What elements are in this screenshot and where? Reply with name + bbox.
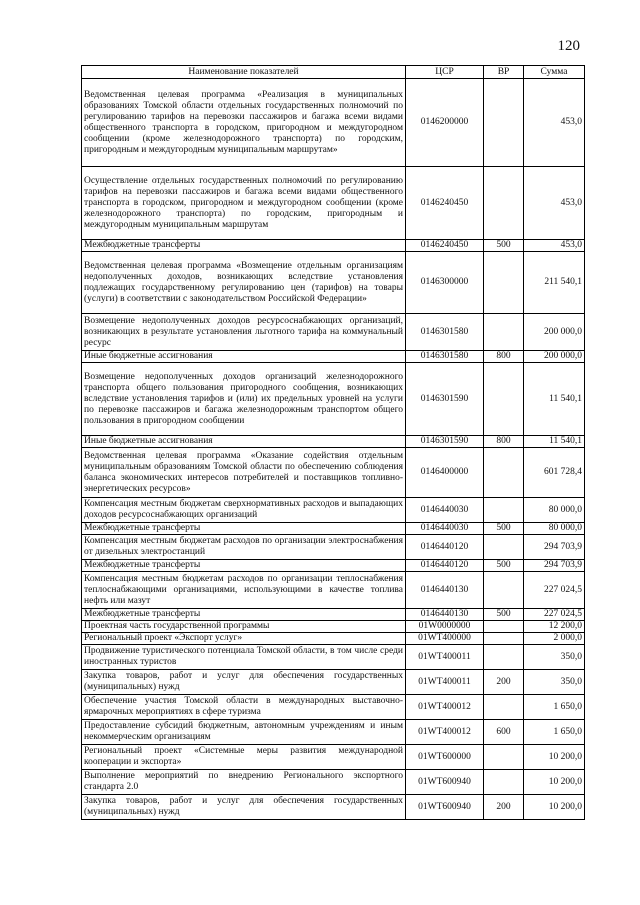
row-name-cell: Компенсация местным бюджетам расходов по организации электроснабжения от дизельных электростанций bbox=[82, 535, 406, 560]
row-sum-cell: 294 703,9 bbox=[524, 560, 585, 572]
table-row bbox=[82, 351, 585, 363]
table-row bbox=[82, 572, 585, 609]
table-row bbox=[82, 535, 585, 560]
row-vr-cell: 200 bbox=[484, 670, 524, 695]
table-row bbox=[82, 720, 585, 745]
row-vr-cell bbox=[484, 770, 524, 795]
row-name-cell: Закупка товаров, работ и услуг для обеспечения государственных (муниципальных) нужд bbox=[82, 795, 406, 820]
header-name: Наименование показателей bbox=[82, 66, 406, 79]
row-sum-cell: 10 200,0 bbox=[524, 770, 585, 795]
row-name-cell: Возмещение недополученных доходов ресурсоснабжающих организаций, возникающих в результате установления льготного тарифа на коммунальный ресурс bbox=[82, 314, 406, 351]
row-vr-cell bbox=[484, 745, 524, 770]
header-csr: ЦСР bbox=[406, 66, 484, 79]
row-name-cell: Межбюджетные трансферты bbox=[82, 560, 406, 572]
row-vr-cell bbox=[484, 645, 524, 670]
row-sum-cell: 294 703,9 bbox=[524, 535, 585, 560]
row-vr-cell bbox=[484, 572, 524, 609]
table-body bbox=[82, 79, 585, 820]
row-name-cell: Региональный проект «Экспорт услуг» bbox=[82, 633, 406, 645]
row-csr-cell: 01WT400011 bbox=[406, 670, 484, 695]
row-csr-cell: 01WT600000 bbox=[406, 745, 484, 770]
row-csr-cell: 01WT400012 bbox=[406, 720, 484, 745]
table-row bbox=[82, 240, 585, 252]
row-sum-cell: 80 000,0 bbox=[524, 523, 585, 535]
row-csr-cell: 01W0000000 bbox=[406, 621, 484, 633]
row-sum-cell: 350,0 bbox=[524, 645, 585, 670]
row-vr-cell: 800 bbox=[484, 436, 524, 448]
table-row bbox=[82, 560, 585, 572]
row-sum-cell: 227 024,5 bbox=[524, 609, 585, 621]
table-row bbox=[82, 167, 585, 240]
row-csr-cell: 0146440030 bbox=[406, 498, 484, 523]
row-csr-cell: 0146440030 bbox=[406, 523, 484, 535]
row-vr-cell: 500 bbox=[484, 240, 524, 252]
row-csr-cell: 01WT400012 bbox=[406, 695, 484, 720]
row-csr-cell: 0146301580 bbox=[406, 314, 484, 351]
row-name-cell: Межбюджетные трансферты bbox=[82, 523, 406, 535]
table-row bbox=[82, 523, 585, 535]
row-name-cell: Компенсация местным бюджетам сверхнормативных расходов и выпадающих доходов ресурсоснабжающих организаций bbox=[82, 498, 406, 523]
row-csr-cell: 0146240450 bbox=[406, 240, 484, 252]
row-sum-cell: 453,0 bbox=[524, 79, 585, 167]
header-sum: Сумма bbox=[524, 66, 585, 79]
row-name-cell: Иные бюджетные ассигнования bbox=[82, 351, 406, 363]
row-vr-cell: 500 bbox=[484, 523, 524, 535]
row-name-cell: Осуществление отдельных государственных полномочий по регулированию тарифов на перевозки пассажиров и багажа всеми видами общественного транспорта в городском, пригородном и междугородном сообщении (кроме железнодорожного транспорта) по городским, пригородным и междугородным муниципальным маршрутам bbox=[82, 167, 406, 240]
budget-table bbox=[81, 65, 585, 820]
row-csr-cell: 0146240450 bbox=[406, 167, 484, 240]
row-name-cell: Обеспечение участия Томской области в международных выставочно-ярмарочных мероприятиях в сфере туризма bbox=[82, 695, 406, 720]
header-vr: ВР bbox=[484, 66, 524, 79]
row-vr-cell: 800 bbox=[484, 351, 524, 363]
table-row bbox=[82, 670, 585, 695]
row-csr-cell: 01WT600940 bbox=[406, 795, 484, 820]
row-vr-cell bbox=[484, 79, 524, 167]
row-sum-cell: 2 000,0 bbox=[524, 633, 585, 645]
row-vr-cell bbox=[484, 314, 524, 351]
row-vr-cell bbox=[484, 621, 524, 633]
row-vr-cell bbox=[484, 363, 524, 436]
row-csr-cell: 0146440120 bbox=[406, 535, 484, 560]
table-row bbox=[82, 609, 585, 621]
row-csr-cell: 0146300000 bbox=[406, 252, 484, 314]
row-csr-cell: 01WT400000 bbox=[406, 633, 484, 645]
row-csr-cell: 0146440130 bbox=[406, 572, 484, 609]
row-name-cell: Иные бюджетные ассигнования bbox=[82, 436, 406, 448]
row-csr-cell: 0146400000 bbox=[406, 448, 484, 498]
row-vr-cell bbox=[484, 252, 524, 314]
table-row bbox=[82, 621, 585, 633]
row-name-cell: Ведомственная целевая программа «Реализация в муниципальных образованиях Томской области отдельных государственных полномочий по регулированию тарифов на перевозки пассажиров и багажа всеми видами общественного транспорта в городском, пригородном и междугородном сообщении (кроме железнодорожного транспорта) по городским, пригородным и междугородным муниципальным маршрутам» bbox=[82, 79, 406, 167]
row-name-cell: Компенсация местным бюджетам расходов по организации теплоснабжения теплоснабжающими организациями, использующими в качестве топлива нефть или мазут bbox=[82, 572, 406, 609]
row-sum-cell: 12 200,0 bbox=[524, 621, 585, 633]
table-row bbox=[82, 436, 585, 448]
row-vr-cell bbox=[484, 498, 524, 523]
row-name-cell: Ведомственная целевая программа «Оказание содействия отдельным муниципальным образованиям Томской области по обеспечению соблюдения баланса экономических интересов потребителей и поставщиков топливно-энергетических ресурсов» bbox=[82, 448, 406, 498]
row-sum-cell: 1 650,0 bbox=[524, 720, 585, 745]
table-row bbox=[82, 498, 585, 523]
row-sum-cell: 211 540,1 bbox=[524, 252, 585, 314]
row-name-cell: Предоставление субсидий бюджетным, автономным учреждениям и иным некоммерческим организациям bbox=[82, 720, 406, 745]
row-csr-cell: 0146200000 bbox=[406, 79, 484, 167]
row-name-cell: Выполнение мероприятий по внедрению Регионального экспортного стандарта 2.0 bbox=[82, 770, 406, 795]
row-vr-cell: 500 bbox=[484, 609, 524, 621]
table-header-row bbox=[82, 66, 585, 79]
row-csr-cell: 01WT600940 bbox=[406, 770, 484, 795]
row-sum-cell: 227 024,5 bbox=[524, 572, 585, 609]
table-row bbox=[82, 745, 585, 770]
row-name-cell: Межбюджетные трансферты bbox=[82, 609, 406, 621]
table-row bbox=[82, 363, 585, 436]
row-sum-cell: 453,0 bbox=[524, 240, 585, 252]
row-vr-cell bbox=[484, 167, 524, 240]
row-csr-cell: 0146301590 bbox=[406, 363, 484, 436]
row-sum-cell: 350,0 bbox=[524, 670, 585, 695]
row-name-cell: Проектная часть государственной программы bbox=[82, 621, 406, 633]
row-csr-cell: 0146301580 bbox=[406, 351, 484, 363]
row-vr-cell bbox=[484, 535, 524, 560]
table-row bbox=[82, 770, 585, 795]
table-row bbox=[82, 314, 585, 351]
row-csr-cell: 0146440120 bbox=[406, 560, 484, 572]
row-vr-cell: 600 bbox=[484, 720, 524, 745]
row-sum-cell: 11 540,1 bbox=[524, 363, 585, 436]
row-sum-cell: 10 200,0 bbox=[524, 745, 585, 770]
row-sum-cell: 1 650,0 bbox=[524, 695, 585, 720]
table-row bbox=[82, 695, 585, 720]
row-csr-cell: 01WT400011 bbox=[406, 645, 484, 670]
row-sum-cell: 453,0 bbox=[524, 167, 585, 240]
row-csr-cell: 0146301590 bbox=[406, 436, 484, 448]
page-number: 120 bbox=[557, 38, 580, 54]
table-row bbox=[82, 79, 585, 167]
table-row bbox=[82, 252, 585, 314]
row-vr-cell bbox=[484, 448, 524, 498]
row-sum-cell: 200 000,0 bbox=[524, 314, 585, 351]
row-vr-cell bbox=[484, 695, 524, 720]
row-name-cell: Закупка товаров, работ и услуг для обеспечения государственных (муниципальных) нужд bbox=[82, 670, 406, 695]
row-vr-cell: 500 bbox=[484, 560, 524, 572]
row-csr-cell: 0146440130 bbox=[406, 609, 484, 621]
row-name-cell: Продвижение туристического потенциала Томской области, в том числе среди иностранных туристов bbox=[82, 645, 406, 670]
row-sum-cell: 11 540,1 bbox=[524, 436, 585, 448]
table-row bbox=[82, 448, 585, 498]
row-name-cell: Возмещение недополученных доходов организаций железнодорожного транспорта общего пользования пригородного сообщения, возникающих вследствие установления тарифов и (или) их предельных уровней на услуги по перевозке пассажиров и багажа железнодорожным транспортом общего пользования в пригородном сообщении bbox=[82, 363, 406, 436]
table-row bbox=[82, 645, 585, 670]
row-name-cell: Межбюджетные трансферты bbox=[82, 240, 406, 252]
row-sum-cell: 601 728,4 bbox=[524, 448, 585, 498]
table-row bbox=[82, 633, 585, 645]
row-sum-cell: 200 000,0 bbox=[524, 351, 585, 363]
row-vr-cell bbox=[484, 633, 524, 645]
row-sum-cell: 10 200,0 bbox=[524, 795, 585, 820]
table-row bbox=[82, 795, 585, 820]
row-name-cell: Ведомственная целевая программа «Возмещение отдельным организациям недополученных доходов, возникающих вследствие установления подлежащих государственному регулированию цен (тарифов) на товары (услуги) в соответствии с законодательством Российской Федерации» bbox=[82, 252, 406, 314]
row-sum-cell: 80 000,0 bbox=[524, 498, 585, 523]
row-name-cell: Региональный проект «Системные меры развития международной кооперации и экспорта» bbox=[82, 745, 406, 770]
row-vr-cell: 200 bbox=[484, 795, 524, 820]
